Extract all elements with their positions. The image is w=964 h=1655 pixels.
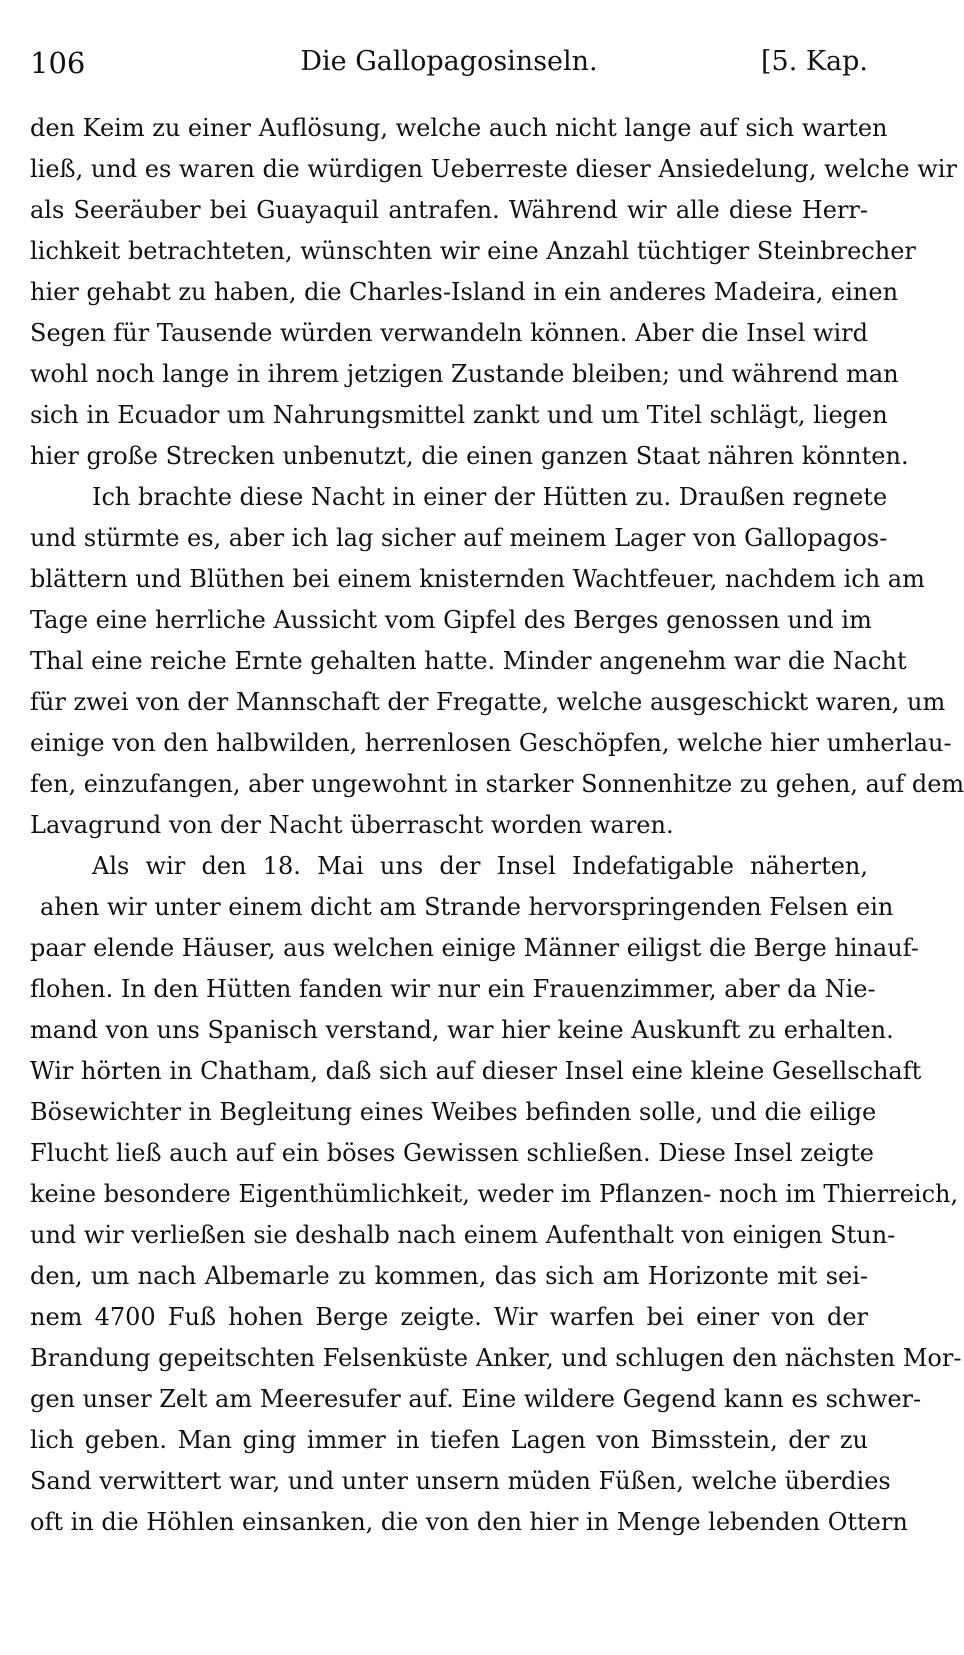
text-line: gen unser Zelt am Meeresufer auf. Eine wildere Gegend kann es schwer- [30,1385,922,1413]
text-line: für zwei von der Mannschaft der Fregatte, welche ausgeschickt waren, um [30,688,946,716]
text-line: fen, einzufangen, aber ungewohnt in starker Sonnenhitze zu gehen, auf dem [30,770,964,798]
text-line: als Seeräuber bei Guayaquil antrafen. Während wir alle diese Herr- [30,196,868,224]
text-line: Ich brachte diese Nacht in einer der Hütten zu. Draußen regnete [92,483,888,511]
text-line: Lavagrund von der Nacht überrascht worden waren. [30,811,674,839]
text-line: den Keim zu einer Auflösung, welche auch nicht lange auf sich warten [30,114,888,142]
chapter-reference: [5. Kap. [760,46,868,77]
text-line: Als wir den 18. Mai uns der Insel Indefatigable näherten, [92,852,868,880]
text-line: oft in die Höhlen einsanken, die von den hier in Menge lebenden Ottern [30,1508,908,1536]
text-line: mand von uns Spanisch verstand, war hier keine Auskunft zu erhalten. [30,1016,894,1044]
text-line: Bösewichter in Begleitung eines Weibes befinden solle, und die eilige [30,1098,877,1126]
body-text [30,108,964,1543]
text-line: einige von den halbwilden, herrenlosen Geschöpfen, welche hier umherlau- [30,729,952,757]
text-line: den, um nach Albemarle zu kommen, das sich am Horizonte mit sei- [30,1262,868,1290]
text-line: und stürmte es, aber ich lag sicher auf meinem Lager von Gallopagos- [30,524,888,552]
paragraph [30,477,964,846]
text-line: hier gehabt zu haben, die Charles-Island in ein anderes Madeira, einen [30,278,899,306]
text-line: flohen. In den Hütten fanden wir nur ein Frauenzimmer, aber da Nie- [30,975,876,1003]
text-line: hier große Strecken unbenutzt, die einen ganzen Staat nähren könnten. [30,442,909,470]
text-line: Flucht ließ auch auf ein böses Gewissen schließen. Diese Insel zeigte [30,1139,874,1167]
text-line: Tage eine herrliche Aussicht vom Gipfel des Berges genossen und im [30,606,872,634]
text-line: Brandung gepeitschten Felsenküste Anker, und schlugen den nächsten Mor- [30,1344,962,1372]
page-header [30,46,868,86]
text-line: ahen wir unter einem dicht am Strande hervorspringenden Felsen ein [40,893,894,921]
text-line: sich in Ecuador um Nahrungsmittel zankt und um Titel schlägt, liegen [30,401,888,429]
text-line: ließ, und es waren die würdigen Ueberreste dieser Ansiedelung, welche wir [30,155,957,183]
text-line: lichkeit betrachteten, wünschten wir eine Anzahl tüchtiger Steinbrecher [30,237,916,265]
text-line: und wir verließen sie deshalb nach einem Aufenthalt von einigen Stun- [30,1221,896,1249]
text-line: Thal eine reiche Ernte gehalten hatte. Minder angenehm war die Nacht [30,647,907,675]
text-line: nem 4700 Fuß hohen Berge zeigte. Wir warfen bei einer von der [30,1303,868,1331]
text-line: wohl noch lange in ihrem jetzigen Zustande bleiben; und während man [30,360,899,388]
text-line: Segen für Tausende würden verwandeln können. Aber die Insel wird [30,319,868,347]
text-line: blättern und Blüthen bei einem knisternden Wachtfeuer, nachdem ich am [30,565,925,593]
text-line: paar elende Häuser, aus welchen einige Männer eiligst die Berge hinauf- [30,934,919,962]
running-title: Die Gallopagosinseln. [300,46,598,77]
text-line: Sand verwittert war, und unter unsern müden Füßen, welche überdies [30,1467,891,1495]
paragraph [30,846,962,1543]
text-line: keine besondere Eigenthümlichkeit, weder im Pflanzen- noch im Thierreich, [30,1180,959,1208]
page-number: 106 [30,46,86,80]
paragraph [30,108,957,477]
text-line: lich geben. Man ging immer in tiefen Lagen von Bimsstein, der zu [30,1426,868,1454]
text-line: Wir hörten in Chatham, daß sich auf dieser Insel eine kleine Gesellschaft [30,1057,922,1085]
